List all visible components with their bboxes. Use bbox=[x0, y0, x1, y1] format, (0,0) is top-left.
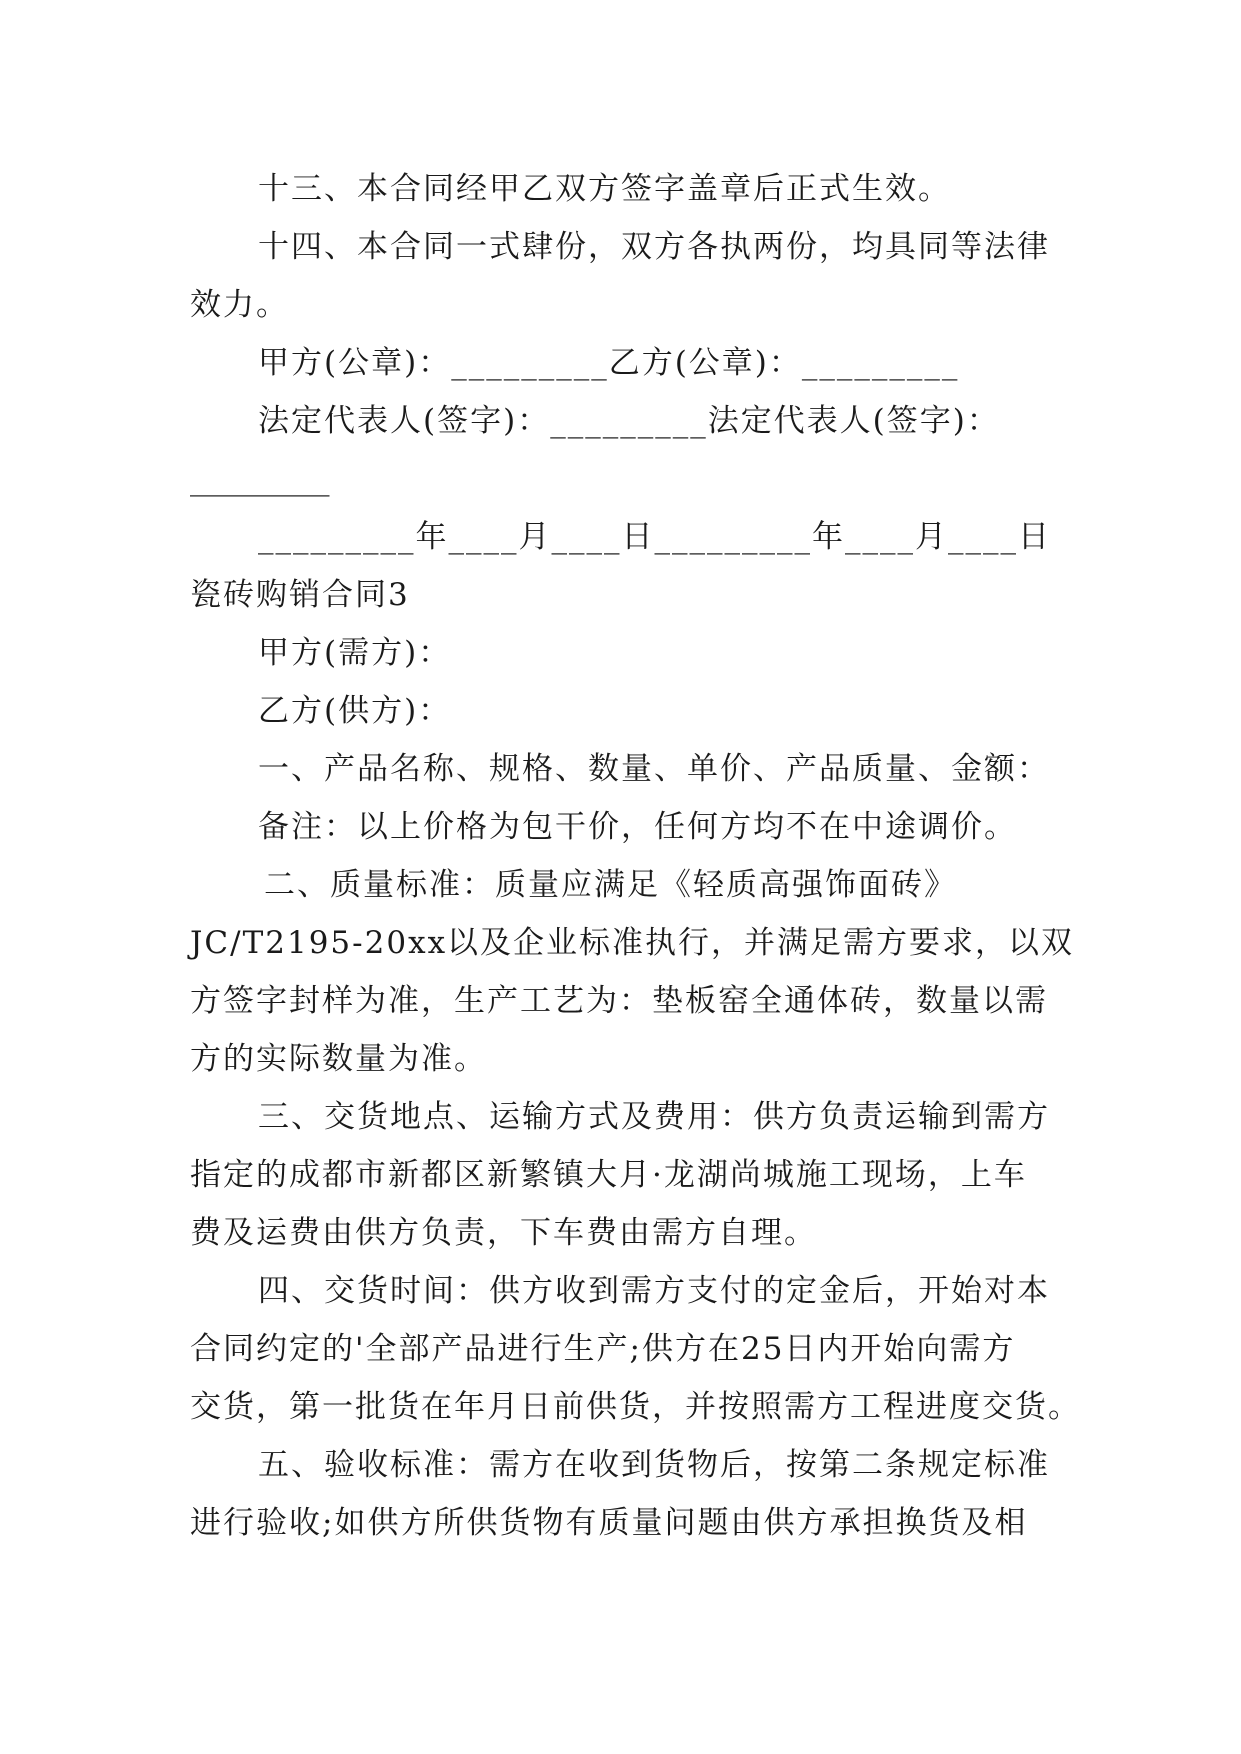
party-b-line: 乙方(供方)： bbox=[258, 693, 452, 729]
clause-4-line-2: 合同约定的'全部产品进行生产;供方在25日内开始向需方 bbox=[190, 1331, 1016, 1367]
clause-5-line-2: 进行验收;如供方所供货物有质量问题由供方承担换货及相 bbox=[190, 1505, 1028, 1541]
clause-4-line-3: 交货，第一批货在年月日前供货，并按照需方工程进度交货。 bbox=[190, 1389, 1081, 1425]
legal-rep-signature-blank: _________ bbox=[190, 461, 330, 497]
clause-2-line-3: 方签字封样为准，生产工艺为：垫板窑全通体砖，数量以需 bbox=[190, 983, 1048, 1019]
party-seal-line: 甲方(公章)：_________乙方(公章)：_________ bbox=[258, 345, 960, 381]
clause-3-line-2: 指定的成都市新都区新繁镇大月·龙湖尚城施工现场，上车 bbox=[190, 1157, 1027, 1193]
clause-4-line-1: 四、交货时间：供方收到需方支付的定金后，开始对本 bbox=[258, 1273, 1050, 1309]
clause-2-line-2: JC/T2195-20xx以及企业标准执行，并满足需方要求，以双 bbox=[190, 925, 1075, 961]
date-line: _________年____月____日_________年____月____日 bbox=[258, 519, 1051, 555]
contract-title: 瓷砖购销合同3 bbox=[190, 577, 410, 613]
clause-3-line-1: 三、交货地点、运输方式及费用：供方负责运输到需方 bbox=[258, 1099, 1050, 1135]
clause-13: 十三、本合同经甲乙双方签字盖章后正式生效。 bbox=[258, 171, 951, 207]
clause-1: 一、产品名称、规格、数量、单价、产品质量、金额： bbox=[258, 751, 1050, 787]
party-a-line: 甲方(需方)： bbox=[258, 635, 452, 671]
document-body bbox=[190, 160, 1081, 1552]
remark-line: 备注：以上价格为包干价，任何方均不在中途调价。 bbox=[258, 809, 1017, 845]
clause-5-line-1: 五、验收标准：需方在收到货物后，按第二条规定标准 bbox=[258, 1447, 1050, 1483]
legal-rep-signature-line: 法定代表人(签字)：_________法定代表人(签字)： bbox=[258, 403, 1000, 439]
clause-2-line-1: 二、质量标准：质量应满足《轻质高强饰面砖》 bbox=[264, 867, 957, 903]
clause-2-line-4: 方的实际数量为准。 bbox=[190, 1041, 487, 1077]
clause-3-line-3: 费及运费由供方负责，下车费由需方自理。 bbox=[190, 1215, 817, 1251]
clause-14-line-2: 效力。 bbox=[190, 287, 289, 323]
clause-14-line-1: 十四、本合同一式肆份，双方各执两份，均具同等法律 bbox=[258, 229, 1050, 265]
